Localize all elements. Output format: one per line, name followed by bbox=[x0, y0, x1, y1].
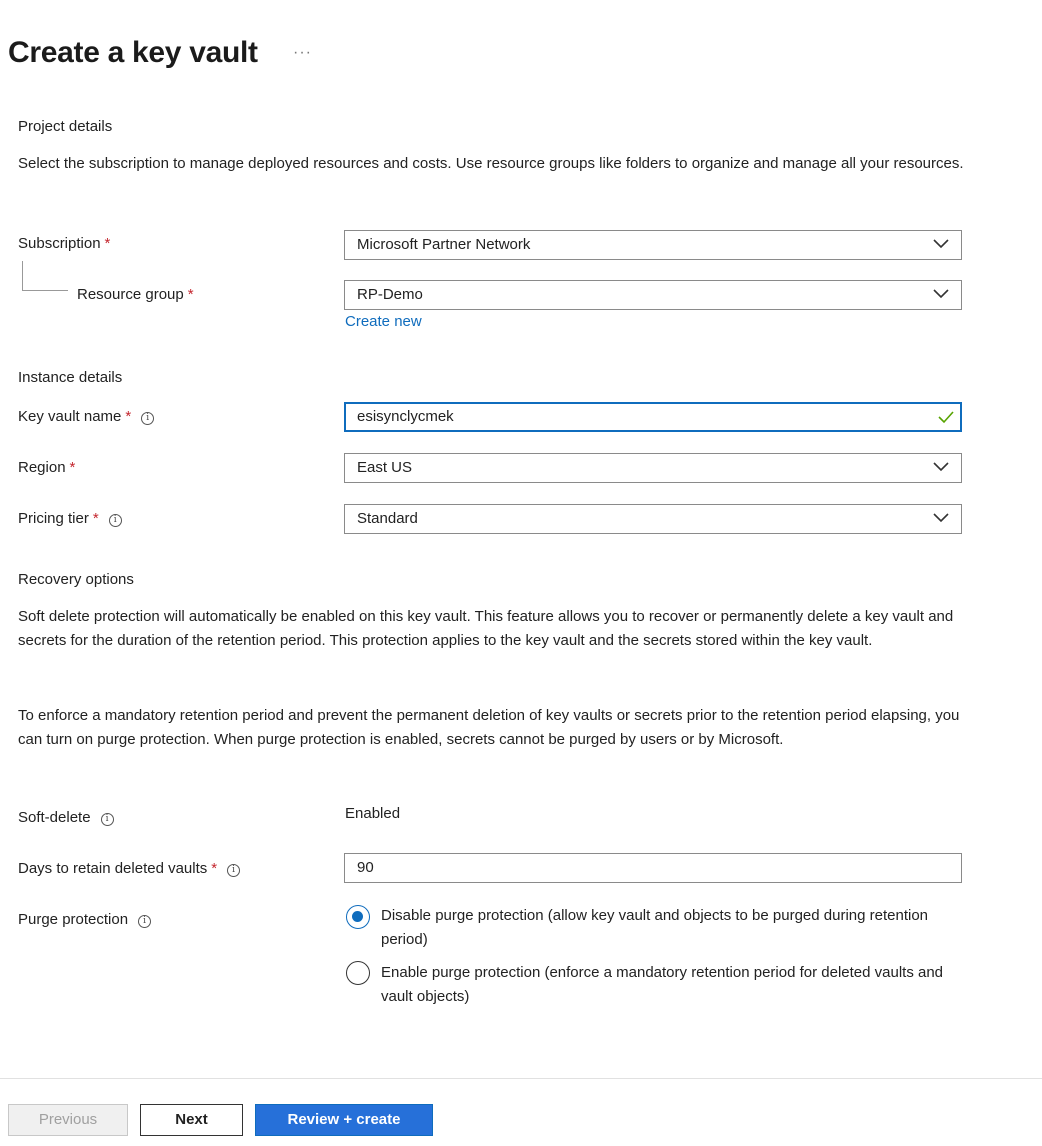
recovery-options-heading: Recovery options bbox=[18, 571, 134, 588]
pricing-tier-dropdown[interactable] bbox=[344, 504, 962, 534]
soft-delete-value: Enabled bbox=[345, 805, 401, 822]
key-vault-name-label bbox=[18, 408, 154, 425]
pricing-tier-value: Standard bbox=[357, 510, 418, 527]
more-icon[interactable]: ··· bbox=[293, 44, 312, 61]
key-vault-name-value: esisynclycmek bbox=[357, 408, 454, 425]
disable-purge-protection-label[interactable]: Disable purge protection (allow key vault and objects to be purged during retention period) bbox=[381, 907, 929, 948]
info-circle-icon[interactable]: i bbox=[109, 514, 122, 527]
region-dropdown[interactable] bbox=[344, 453, 962, 483]
pricing-tier-label bbox=[18, 510, 122, 527]
info-circle-icon[interactable]: i bbox=[141, 412, 154, 425]
info-circle-icon[interactable]: i bbox=[227, 864, 240, 877]
next-button[interactable]: Next bbox=[140, 1104, 243, 1136]
chevron-down-icon bbox=[933, 239, 949, 249]
project-details-heading: Project details bbox=[18, 118, 113, 135]
info-circle-icon[interactable]: i bbox=[138, 915, 151, 928]
subscription-label bbox=[18, 235, 110, 252]
create-new-link[interactable]: Create new bbox=[345, 313, 422, 330]
review-create-button[interactable]: Review + create bbox=[255, 1104, 433, 1136]
chevron-down-icon bbox=[933, 513, 949, 523]
enable-purge-protection-radio[interactable] bbox=[346, 961, 370, 985]
region-value: East US bbox=[357, 459, 413, 476]
recovery-paragraph-2: To enforce a mandatory retention period and prevent the permanent deletion of key vaults or secrets prior to the retention period elapsing, you can turn on purge protection. When purge protection is enabled, secrets cannot be purged by users or by Microsoft. bbox=[18, 707, 960, 748]
resource-group-label bbox=[77, 286, 194, 303]
key-vault-name-label-text: Key vault name bbox=[18, 408, 122, 425]
region-label-text: Region bbox=[18, 459, 66, 476]
disable-purge-protection-radio[interactable] bbox=[346, 905, 370, 929]
subscription-dropdown[interactable] bbox=[344, 230, 962, 260]
pricing-tier-label-text: Pricing tier bbox=[18, 510, 89, 527]
page-title: Create a key vault bbox=[8, 36, 258, 69]
info-circle-icon[interactable]: i bbox=[101, 813, 114, 826]
purge-protection-label bbox=[18, 911, 151, 928]
soft-delete-label-text: Soft-delete bbox=[18, 809, 91, 826]
previous-button[interactable]: Previous bbox=[8, 1104, 128, 1136]
resource-group-dropdown[interactable] bbox=[344, 280, 962, 310]
enable-purge-protection-label[interactable]: Enable purge protection (enforce a mandatory retention period for deleted vaults and vault objects) bbox=[381, 964, 944, 1005]
days-to-retain-label-text: Days to retain deleted vaults bbox=[18, 860, 208, 877]
subscription-label-text: Subscription bbox=[18, 235, 101, 252]
resource-group-label-text: Resource group bbox=[77, 286, 184, 303]
days-to-retain-input[interactable] bbox=[344, 853, 962, 883]
required-marker: * bbox=[104, 235, 111, 252]
required-marker: * bbox=[125, 408, 132, 425]
purge-protection-label-text: Purge protection bbox=[18, 911, 129, 928]
chevron-down-icon bbox=[933, 289, 949, 299]
project-details-description: Select the subscription to manage deployed resources and costs. Use resource groups like folders to organize and manage all your resources. bbox=[18, 155, 964, 172]
chevron-down-icon bbox=[933, 462, 949, 472]
subscription-value: Microsoft Partner Network bbox=[357, 236, 531, 253]
days-to-retain-label bbox=[18, 860, 240, 877]
key-vault-name-input[interactable] bbox=[344, 402, 962, 432]
soft-delete-label bbox=[18, 809, 114, 826]
days-to-retain-value: 90 bbox=[357, 859, 374, 876]
region-label bbox=[18, 459, 75, 476]
required-marker: * bbox=[69, 459, 76, 476]
footer-divider bbox=[0, 1078, 1042, 1079]
recovery-paragraph-1: Soft delete protection will automatically be enabled on this key vault. This feature allows you to recover or permanently delete a key vault and secrets for the duration of the retention period. This protection applies to the key vault and the secrets stored within the key vault. bbox=[18, 608, 954, 649]
required-marker: * bbox=[92, 510, 99, 527]
required-marker: * bbox=[187, 286, 194, 303]
required-marker: * bbox=[211, 860, 218, 877]
checkmark-icon bbox=[938, 410, 954, 424]
resource-group-value: RP-Demo bbox=[357, 286, 423, 303]
tree-connector bbox=[22, 261, 68, 291]
instance-details-heading: Instance details bbox=[18, 369, 123, 386]
